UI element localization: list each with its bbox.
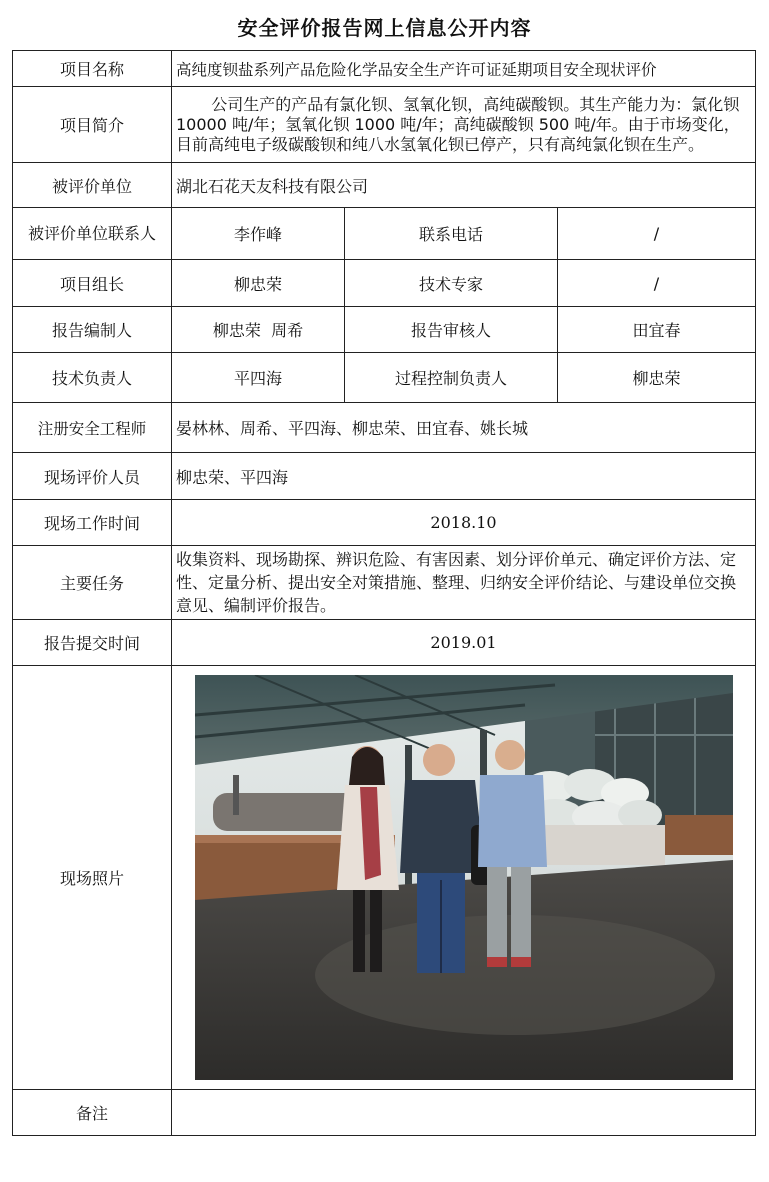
evaluated-unit-value: 湖北石花天友科技有限公司 <box>172 163 756 208</box>
tech-lead-label: 技术负责人 <box>13 353 172 403</box>
main-tasks-label: 主要任务 <box>13 546 172 620</box>
reviewer-value: 田宜春 <box>558 307 756 353</box>
row-engineers <box>13 403 756 453</box>
row-contact <box>13 208 756 260</box>
submit-time-value: 2019.01 <box>172 620 756 666</box>
document-title: 安全评价报告网上信息公开内容 <box>237 16 532 40</box>
process-label: 过程控制负责人 <box>345 353 558 403</box>
remarks-label: 备注 <box>13 1090 172 1136</box>
engineers-value: 晏林林、周希、平四海、柳忠荣、田宜春、姚长城 <box>172 403 756 453</box>
site-photo-cell <box>172 666 756 1090</box>
team-leader-value: 柳忠荣 <box>172 260 345 307</box>
info-table <box>12 50 756 1136</box>
expert-value: / <box>558 260 756 307</box>
row-tech-lead <box>13 353 756 403</box>
row-main-tasks <box>13 546 756 620</box>
reviewer-label: 报告审核人 <box>345 307 558 353</box>
site-staff-value: 柳忠荣、平四海 <box>172 453 756 500</box>
row-submit-time <box>13 620 756 666</box>
site-photo-label: 现场照片 <box>13 666 172 1090</box>
row-project-intro <box>13 87 756 163</box>
row-project-name <box>13 51 756 87</box>
row-team-leader <box>13 260 756 307</box>
site-time-value: 2018.10 <box>172 500 756 546</box>
row-evaluated-unit <box>13 163 756 208</box>
contact-value: 李作峰 <box>172 208 345 260</box>
project-name-label: 项目名称 <box>13 51 172 87</box>
process-value: 柳忠荣 <box>558 353 756 403</box>
team-leader-label: 项目组长 <box>13 260 172 307</box>
remarks-value <box>172 1090 756 1136</box>
project-intro-value: 公司生产的产品有氯化钡、氢氧化钡，高纯碳酸钡。其生产能力为：氯化钡10000 吨/年；氢氧化钡 1000 吨/年；高纯碳酸钡 500 吨/年。由于市场变化，目前高纯电子级碳酸钡和纯八水氢氧化钡已停产，只有高纯氯化钡在生产。 <box>172 87 756 163</box>
phone-value: / <box>558 208 756 260</box>
project-intro-label: 项目简介 <box>13 87 172 163</box>
report-author-value: 柳忠荣 周希 <box>172 307 345 353</box>
row-site-photo <box>13 666 756 1090</box>
main-tasks-value: 收集资料、现场勘探、辨识危险、有害因素、划分评价单元、确定评价方法、定性、定量分析、提出安全对策措施、整理、归纳安全评价结论、与建设单位交换意见、编制评价报告。 <box>172 546 756 620</box>
project-name-value: 高纯度钡盐系列产品危险化学品安全生产许可证延期项目安全现状评价 <box>172 51 756 87</box>
engineers-label: 注册安全工程师 <box>13 403 172 453</box>
phone-label: 联系电话 <box>345 208 558 260</box>
site-staff-label: 现场评价人员 <box>13 453 172 500</box>
expert-label: 技术专家 <box>345 260 558 307</box>
row-site-staff <box>13 453 756 500</box>
contact-label: 被评价单位联系人 <box>13 208 172 260</box>
row-site-time <box>13 500 756 546</box>
site-photo <box>195 675 733 1080</box>
row-report-author <box>13 307 756 353</box>
report-author-label: 报告编制人 <box>13 307 172 353</box>
evaluated-unit-label: 被评价单位 <box>13 163 172 208</box>
site-time-label: 现场工作时间 <box>13 500 172 546</box>
row-remarks <box>13 1090 756 1136</box>
submit-time-label: 报告提交时间 <box>13 620 172 666</box>
tech-lead-value: 平四海 <box>172 353 345 403</box>
